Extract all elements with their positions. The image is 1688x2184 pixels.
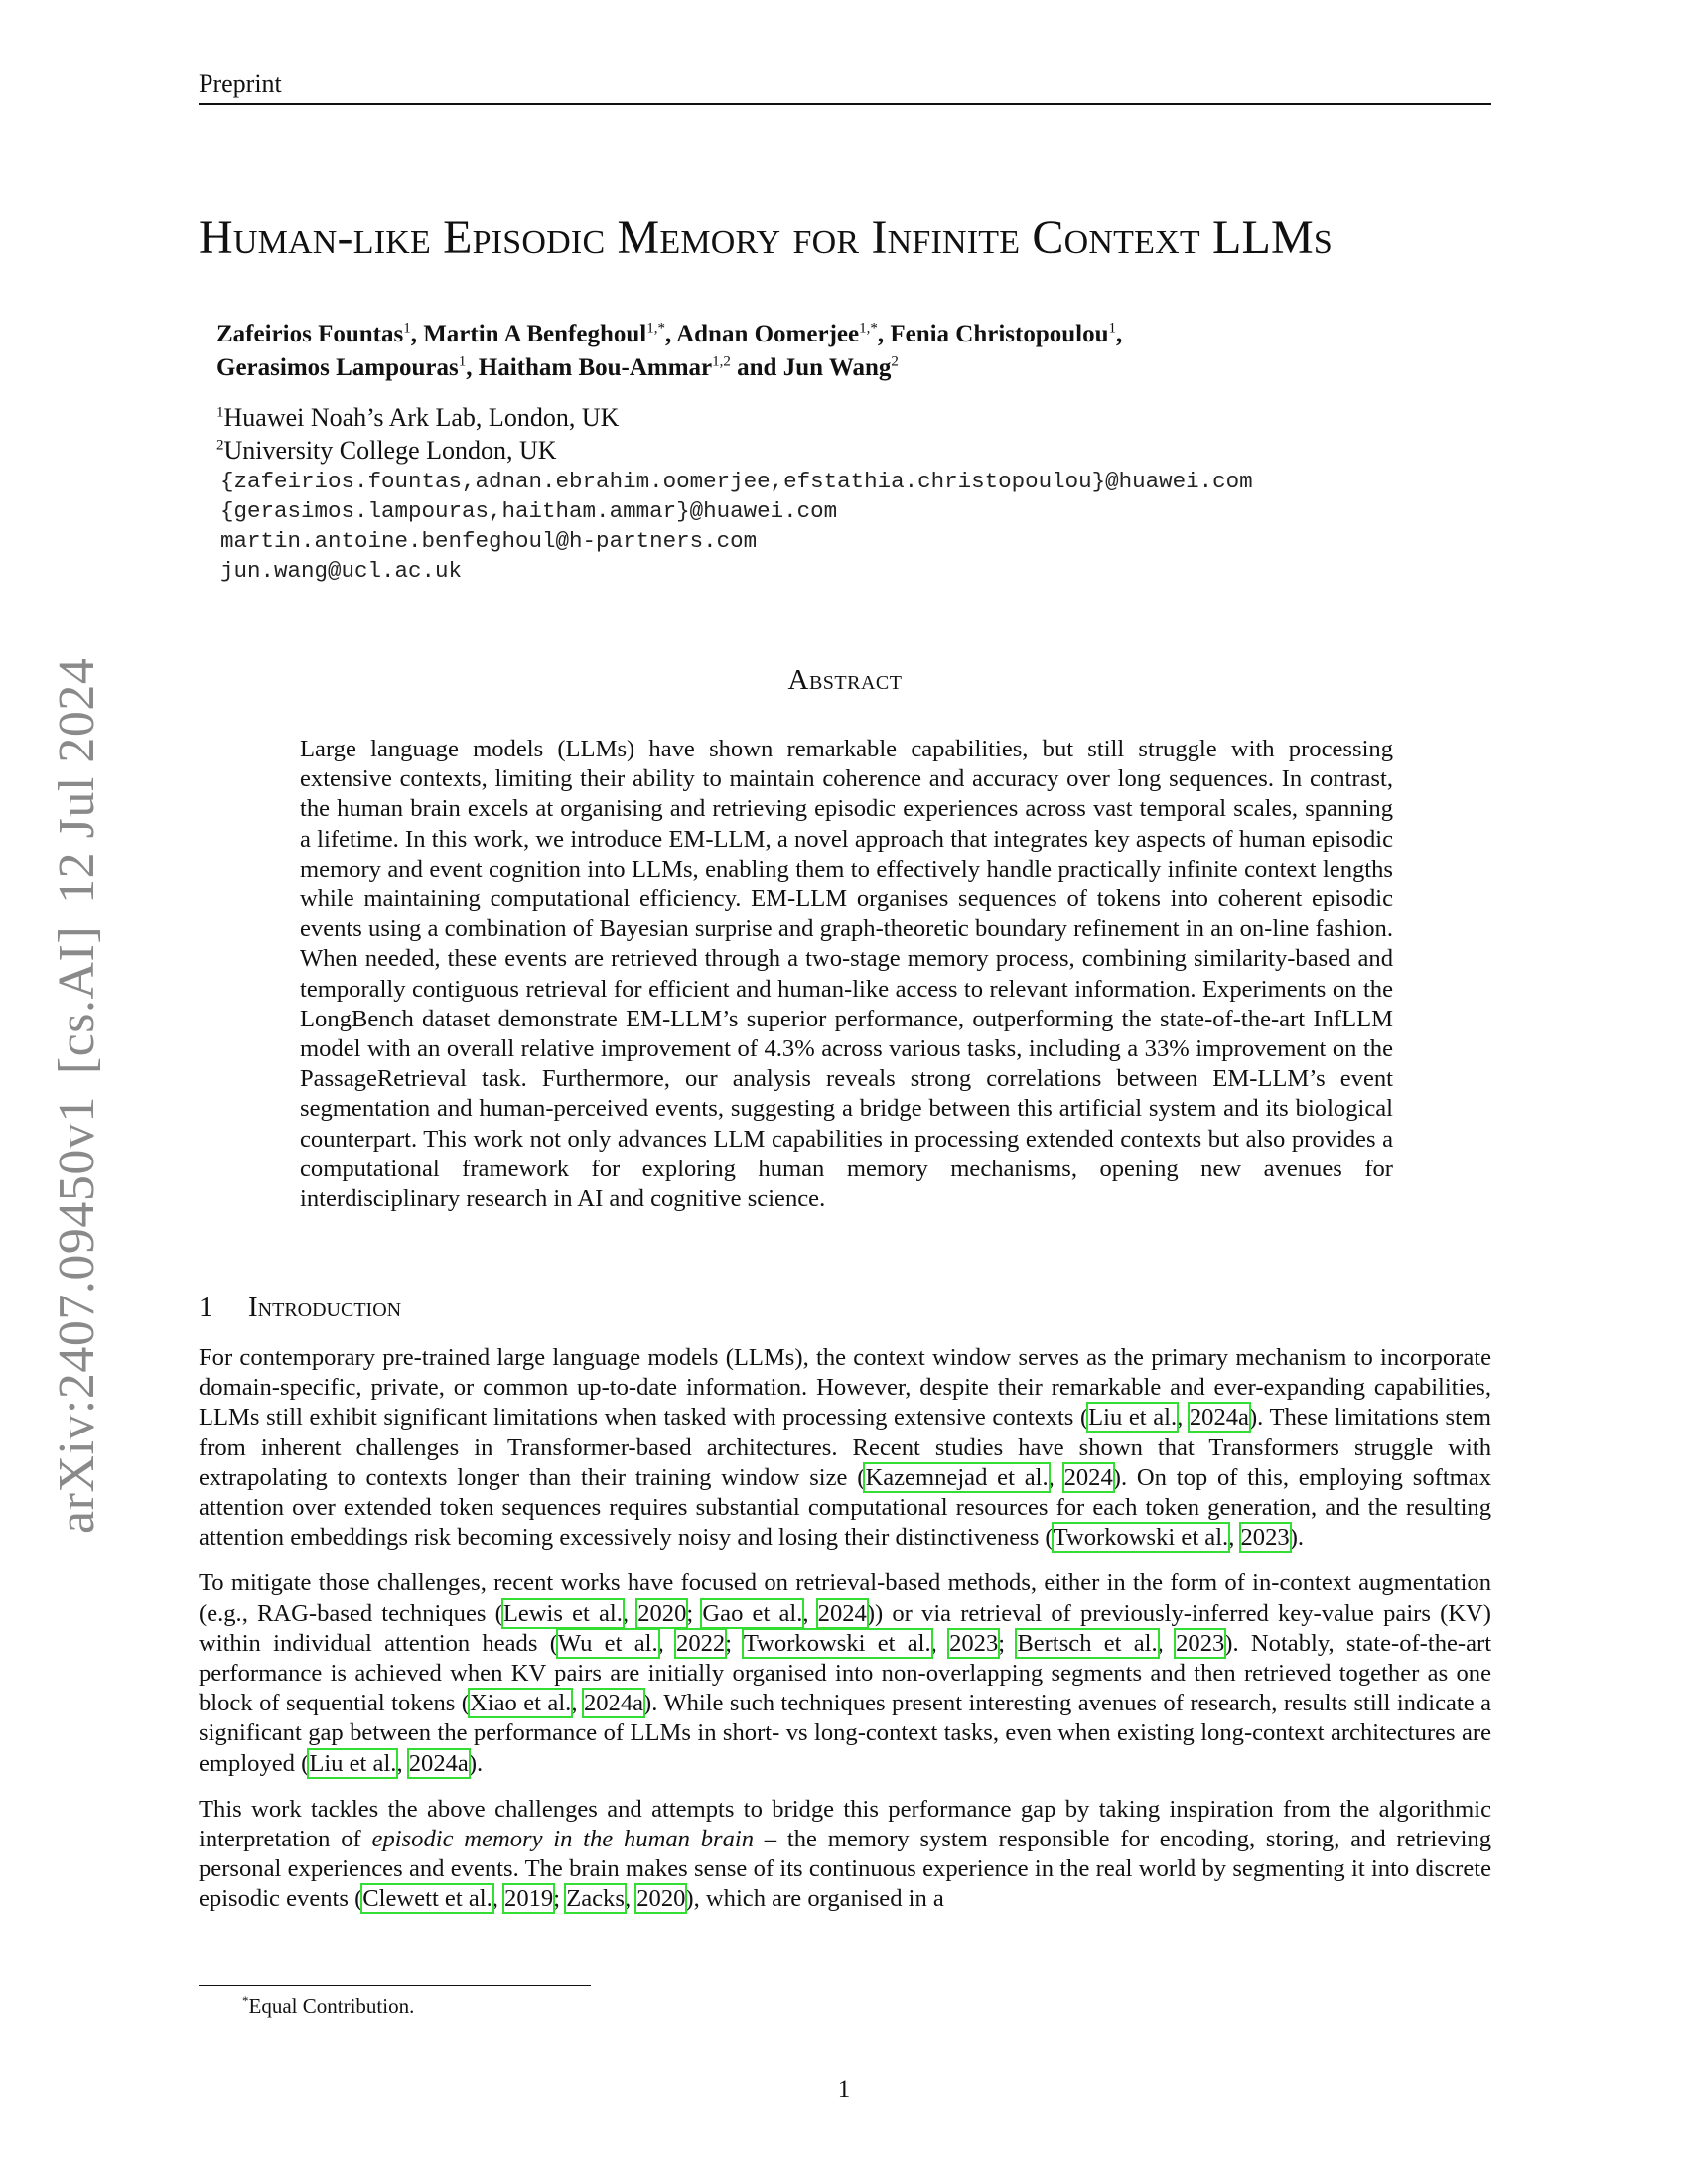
text-run: ). Notably, state-of-the-art performance is achieved when KV pairs are initially organised into non-overlapping segments and then retrieved together as one block of sequential tokens ( (199, 1629, 1492, 1717)
citation-link[interactable]: 2024a (408, 1749, 469, 1777)
footnote-divider (199, 1985, 591, 1986)
author-separator: , (410, 321, 424, 347)
author-affil-mark: 1,* (646, 320, 665, 337)
text-run: , (1157, 1629, 1177, 1657)
text-run: To mitigate those challenges, recent works have focused on retrieval-based methods, either in the form of in-context augmentation (e.g., RAG-based techniques ( (199, 1570, 1491, 1627)
text-run: ; (998, 1629, 1018, 1657)
author-separator: , (664, 321, 677, 347)
paragraph (199, 1795, 1491, 1915)
affiliations (216, 401, 1487, 467)
text-run: ), which are organised in a (685, 1885, 944, 1913)
emphasis-text: episodic memory in the human brain (371, 1826, 755, 1853)
author-affil-mark: 1,* (859, 320, 878, 337)
citation-link[interactable]: Wu et al. (557, 1629, 658, 1657)
text-run: ). (468, 1749, 484, 1777)
citation-link[interactable]: 2024 (817, 1599, 867, 1627)
abstract-text: Large language models (LLMs) have shown remarkable capabilities, but still struggle with processing extensive contexts, limiting their ability to maintain coherence and accuracy over long sequences. In contrast, the human brain excels at organising and retrieving episodic experiences across vast temporal scales, spanning a lifetime. In this work, we introduce EM-LLM, a novel approach that integrates key aspects of human episodic memory and event cognition into LLMs, enabling them to effectively handle practically infinite context lengths while maintaining computational efficiency. EM-LLM organises sequences of tokens into coherent episodic events using a combination of Bayesian surprise and graph-theoretic boundary refinement in an on-line fashion. When needed, these events are retrieved through a two-stage memory process, combining similarity-based and temporally contiguous retrieval for efficient and human-like access to relevant information. Experiments on the LongBench dataset demonstrate EM-LLM’s superior performance, outperforming the state-of-the-art InfLLM model with an overall relative improvement of 4.3% across various tasks, including a 33% improvement on the PassageRetrieval task. Furthermore, our analysis reveals strong correlations between EM-LLM’s event segmentation and human-perceived events, suggesting a bridge between this artificial system and its biological counterpart. This work not only advances LLM capabilities in processing extended contexts but also provides a computational framework for exploring human memory mechanisms, opening new avenues for interdisciplinary research in AI and cognitive science. (300, 736, 1393, 1213)
email-line: martin.antoine.benfeghoul@h-partners.com (220, 528, 758, 554)
text-run: , (624, 1885, 637, 1913)
author-separator: , (877, 321, 891, 347)
author-affil-mark: 2 (891, 353, 899, 370)
text-run: – the memory system responsible for encoding, storing, and retrieving personal experiences and events. The brain makes sense of its continuous experience in the real world by segmenting it into discrete episodic events ( (199, 1826, 1492, 1913)
affiliation (216, 434, 1487, 467)
text-run: , (492, 1885, 505, 1913)
text-run: , (1048, 1463, 1064, 1491)
arxiv-stamp (49, 636, 105, 1534)
author-affil-mark: 1 (458, 353, 467, 370)
affiliation-mark: 1 (216, 404, 224, 421)
footnote (242, 1993, 414, 2019)
running-head: Preprint (199, 69, 1491, 105)
text-run: , (1228, 1524, 1241, 1552)
section-number: 1 (199, 1292, 213, 1323)
text-run: ; (553, 1885, 567, 1913)
citation-link[interactable]: 2024a (1189, 1404, 1249, 1432)
citation-link[interactable]: Lewis et al. (502, 1599, 623, 1627)
author-name: Martin A Benfeghoul (423, 321, 647, 347)
citation-link[interactable]: Liu et al. (1088, 1404, 1178, 1432)
author-affil-mark: 1 (403, 320, 411, 337)
paragraph (199, 1343, 1491, 1553)
arxiv-date: 12 Jul 2024 (49, 657, 105, 904)
citation-link[interactable]: 2019 (504, 1885, 554, 1913)
text-run: ). (1289, 1524, 1305, 1552)
author-affil-mark: 1,2 (712, 353, 731, 370)
citation-link[interactable]: 2024 (1063, 1463, 1113, 1491)
author-separator: and (730, 354, 783, 381)
author-list (216, 318, 1487, 385)
text-run: , (622, 1599, 638, 1627)
text-run: , (396, 1749, 409, 1777)
abstract-heading: Abstract (787, 664, 903, 696)
citation-link[interactable]: Clewett et al. (362, 1885, 492, 1913)
author-affil-mark: 1 (1108, 320, 1117, 337)
footnote-mark: * (242, 1993, 249, 2008)
citation-link[interactable]: 2020 (636, 1885, 686, 1913)
text-run: For contemporary pre-trained large language models (LLMs), the context window serves as the primary mechanism to incorporate domain-specific, private, or common up-to-date information. However, despite their remarkable and ever-expanding capabilities, LLMs still exhibit significant limitations when tasked with processing extensive contexts ( (199, 1344, 1491, 1432)
email-list (220, 467, 1491, 586)
footnote-text: Equal Contribution. (248, 1994, 415, 2018)
author-name: Haitham Bou-Ammar (478, 354, 713, 381)
paragraph (199, 1569, 1491, 1778)
text-run: )) or via retrieval of previously-inferred key-value pairs (KV) within individual attention heads ( (199, 1599, 1491, 1657)
citation-link[interactable]: Kazemnejad et al. (865, 1463, 1049, 1491)
email-line: jun.wang@ucl.ac.uk (220, 558, 463, 584)
citation-link[interactable]: Xiao et al. (470, 1690, 572, 1717)
paper-title: Human-like Episodic Memory for Infinite Context LLMs (199, 211, 1334, 264)
arxiv-id[interactable]: arXiv:2407.09450v1 (49, 1096, 105, 1534)
text-run: ; (725, 1629, 744, 1657)
text-run: , (802, 1599, 818, 1627)
text-run: This work tackles the above challenges and attempts to bridge this performance gap by taking inspiration from the algorithmic interpretation of (199, 1795, 1491, 1853)
section-title: Introduction (248, 1292, 402, 1323)
email-line: {gerasimos.lampouras,haitham.ammar}@huawei.com (220, 498, 838, 524)
author-name: Jun Wang (782, 354, 892, 381)
citation-link[interactable]: 2023 (1240, 1524, 1290, 1552)
text-run: ). These limitations stem from inherent challenges in Transformer-based architectures. Recent studies have shown that Transformers struggle with extrapolating to contexts longer than their training window size ( (199, 1404, 1491, 1491)
introduction-body (199, 1343, 1491, 1931)
citation-link[interactable]: 2022 (676, 1629, 726, 1657)
arxiv-category: [cs.AI] (49, 925, 105, 1075)
author-name: Zafeirios Fountas (216, 321, 404, 347)
affiliation-text: University College London, UK (223, 436, 557, 465)
text-run: , (657, 1629, 677, 1657)
citation-link[interactable]: 2023 (1176, 1629, 1225, 1657)
author-separator: , (466, 354, 479, 381)
citation-link[interactable]: Bertsch et al. (1017, 1629, 1158, 1657)
affiliation (216, 401, 1487, 434)
author-name: Adnan Oomerjee (676, 321, 860, 347)
citation-link[interactable]: Zacks (566, 1885, 625, 1913)
text-run: ). While such techniques present interesting avenues of research, results still indicate a significant gap between the performance of LLMs in short- vs long-context tasks, even when existing long-context architectures are employed ( (199, 1690, 1492, 1777)
affiliation-mark: 2 (216, 437, 224, 454)
citation-link[interactable]: 2023 (949, 1629, 999, 1657)
author-name: Gerasimos Lampouras (216, 354, 459, 381)
email-line: {zafeirios.fountas,adnan.ebrahim.oomerjee,efstathia.christopoulou}@huawei.com (220, 469, 1253, 494)
text-run: , (1177, 1404, 1190, 1432)
citation-link[interactable]: Gao et al. (702, 1599, 803, 1627)
text-run: , (571, 1690, 584, 1717)
affiliation-text: Huawei Noah’s Ark Lab, London, UK (223, 403, 620, 432)
citation-link[interactable]: Tworkowski et al. (1053, 1524, 1229, 1552)
author-name: Fenia Christopoulou (890, 321, 1109, 347)
citation-link[interactable]: 2024a (583, 1690, 644, 1717)
page-number: 1 (837, 2076, 851, 2103)
text-run: , (930, 1629, 950, 1657)
text-run: ). On top of this, employing softmax attention over extended token sequences requires substantial computational resources for each token generation, and the resulting attention embeddings risk becoming excessively noisy and losing their distinctiveness ( (199, 1463, 1491, 1552)
citation-link[interactable]: Liu et al. (309, 1749, 397, 1777)
citation-link[interactable]: Tworkowski et al. (743, 1629, 931, 1657)
citation-link[interactable]: 2020 (637, 1599, 687, 1627)
author-separator: , (1116, 321, 1123, 347)
section-heading (199, 1291, 401, 1324)
text-run: ; (686, 1599, 703, 1627)
